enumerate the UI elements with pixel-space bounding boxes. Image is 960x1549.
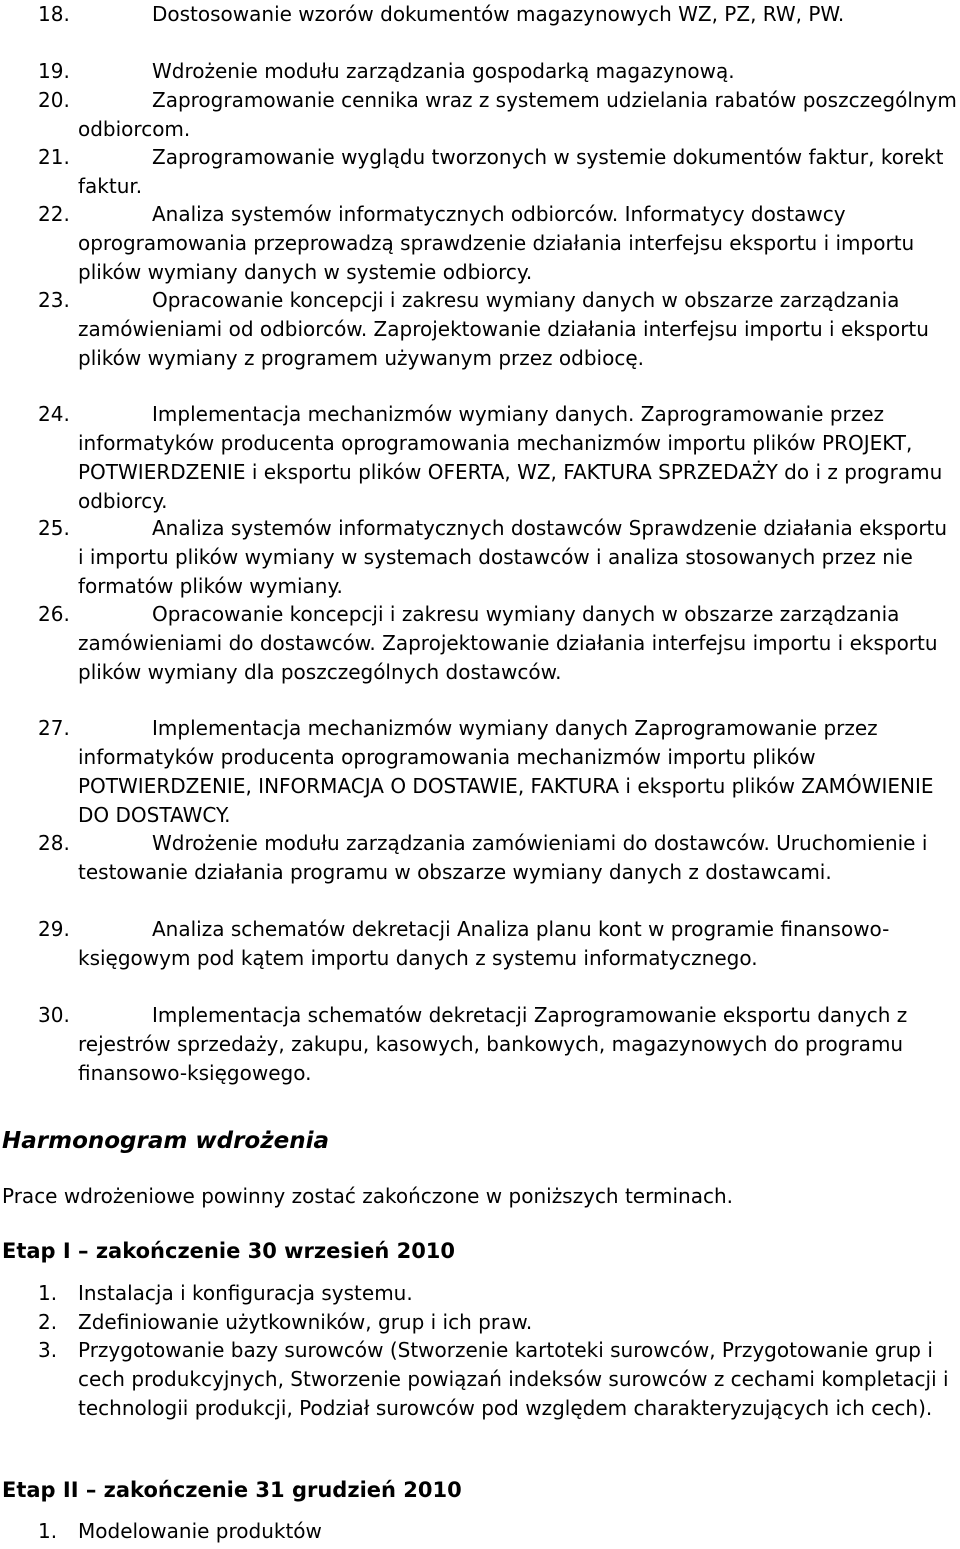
item-text: Instalacja i konfiguracja systemu. bbox=[78, 1281, 413, 1305]
item-text: Wdrożenie modułu zarządzania zamówieniami do dostawców. Uruchomienie i testowanie działania programu w obszarze wymiany danych z dostawcami. bbox=[78, 831, 928, 884]
item-text: Dostosowanie wzorów dokumentów magazynowych WZ, PZ, RW, PW. bbox=[152, 2, 845, 26]
item-number: 25. bbox=[38, 516, 70, 540]
list-item bbox=[0, 600, 960, 687]
item-number: 1. bbox=[38, 1281, 58, 1305]
item-number: 27. bbox=[38, 716, 70, 740]
item-number: 18. bbox=[38, 2, 70, 26]
item-text: Wdrożenie modułu zarządzania gospodarką magazynową. bbox=[152, 59, 735, 83]
list-item bbox=[0, 1336, 960, 1423]
item-text: Implementacja mechanizmów wymiany danych Zaprogramowanie przez informatyków producenta oprogramowania mechanizmów importu plików POTWIERDZENIE, INFORMACJA O DOSTAWIE, FAKTURA i eksportu plików ZAMÓWIENIE DO DOSTAWCY. bbox=[78, 716, 934, 827]
list-item bbox=[0, 714, 960, 830]
item-number: 29. bbox=[38, 917, 70, 941]
list-item bbox=[0, 514, 960, 601]
item-number: 2. bbox=[38, 1310, 58, 1334]
list-item bbox=[0, 1001, 960, 1088]
stage-2-title: Etap II – zakończenie 31 grudzień 2010 bbox=[2, 1478, 462, 1502]
stage-1-title: Etap I – zakończenie 30 wrzesień 2010 bbox=[2, 1239, 456, 1263]
item-number: 1. bbox=[38, 1519, 58, 1543]
item-number: 21. bbox=[38, 145, 70, 169]
item-text: Przygotowanie bazy surowców (Stworzenie kartoteki surowców, Przygotowanie grup i cech produkcyjnych, Stworzenie powiązań indeksów surowców z cechami kompletacji i technologii produkcji, Podział surowców pod względem charakteryzujących ich cech). bbox=[78, 1338, 949, 1420]
item-number: 24. bbox=[38, 402, 70, 426]
item-number: 30. bbox=[38, 1003, 70, 1027]
item-number: 3. bbox=[38, 1338, 58, 1362]
list-item bbox=[0, 400, 960, 516]
intro-paragraph: Prace wdrożeniowe powinny zostać zakończone w poniższych terminach. bbox=[2, 1184, 733, 1208]
item-number: 23. bbox=[38, 288, 70, 312]
list-item bbox=[0, 0, 960, 29]
item-number: 26. bbox=[38, 602, 70, 626]
item-number: 28. bbox=[38, 831, 70, 855]
item-text: Implementacja mechanizmów wymiany danych. Zaprogramowanie przez informatyków producenta oprogramowania mechanizmów importu plików PROJEKT, POTWIERDZENIE i eksportu plików OFERTA, WZ, FAKTURA SPRZEDAŻY do i z programu odbiorcy. bbox=[78, 402, 943, 513]
item-text: Implementacja schematów dekretacji Zaprogramowanie eksportu danych z rejestrów sprzedaży, zakupu, kasowych, bankowych, magazynowych do programu finansowo-księgowego. bbox=[78, 1003, 908, 1085]
list-item bbox=[0, 1517, 960, 1546]
list-item bbox=[0, 286, 960, 373]
item-text: Zaprogramowanie cennika wraz z systemem udzielania rabatów poszczególnym odbiorcom. bbox=[78, 88, 957, 141]
item-text: Analiza systemów informatycznych odbiorców. Informatycy dostawcy oprogramowania przeprowadzą sprawdzenie działania interfejsu eksportu i importu plików wymiany danych w systemie odbiorcy. bbox=[78, 202, 915, 284]
list-item bbox=[0, 86, 960, 144]
list-item bbox=[0, 57, 960, 86]
item-text: Opracowanie koncepcji i zakresu wymiany danych w obszarze zarządzania zamówieniami od odbiorców. Zaprojektowanie działania interfejsu importu i eksportu plików wymiany z programem używanym przez odbiocę. bbox=[78, 288, 929, 370]
item-number: 19. bbox=[38, 59, 70, 83]
item-text: Opracowanie koncepcji i zakresu wymiany danych w obszarze zarządzania zamówieniami do dostawców. Zaprojektowanie działania interfejsu importu i eksportu plików wymiany dla poszczególnych dostawców. bbox=[78, 602, 938, 684]
section-heading: Harmonogram wdrożenia bbox=[2, 1128, 329, 1154]
list-item bbox=[0, 829, 960, 887]
list-item bbox=[0, 143, 960, 201]
item-text: Analiza schematów dekretacji Analiza planu kont w programie finansowo-księgowym pod kątem importu danych z systemu informatycznego. bbox=[78, 917, 890, 970]
item-text: Zdefiniowanie użytkowników, grup i ich praw. bbox=[78, 1310, 533, 1334]
list-item bbox=[0, 915, 960, 973]
item-text: Zaprogramowanie wyglądu tworzonych w systemie dokumentów faktur, korekt faktur. bbox=[78, 145, 944, 198]
item-number: 22. bbox=[38, 202, 70, 226]
list-item bbox=[0, 1279, 960, 1308]
item-text: Modelowanie produktów bbox=[78, 1519, 322, 1543]
list-item bbox=[0, 200, 960, 287]
item-number: 20. bbox=[38, 88, 70, 112]
item-text: Analiza systemów informatycznych dostawców Sprawdzenie działania eksportu i importu plików wymiany w systemach dostawców i analiza stosowanych przez nie formatów plików wymiany. bbox=[78, 516, 948, 598]
list-item bbox=[0, 1308, 960, 1337]
